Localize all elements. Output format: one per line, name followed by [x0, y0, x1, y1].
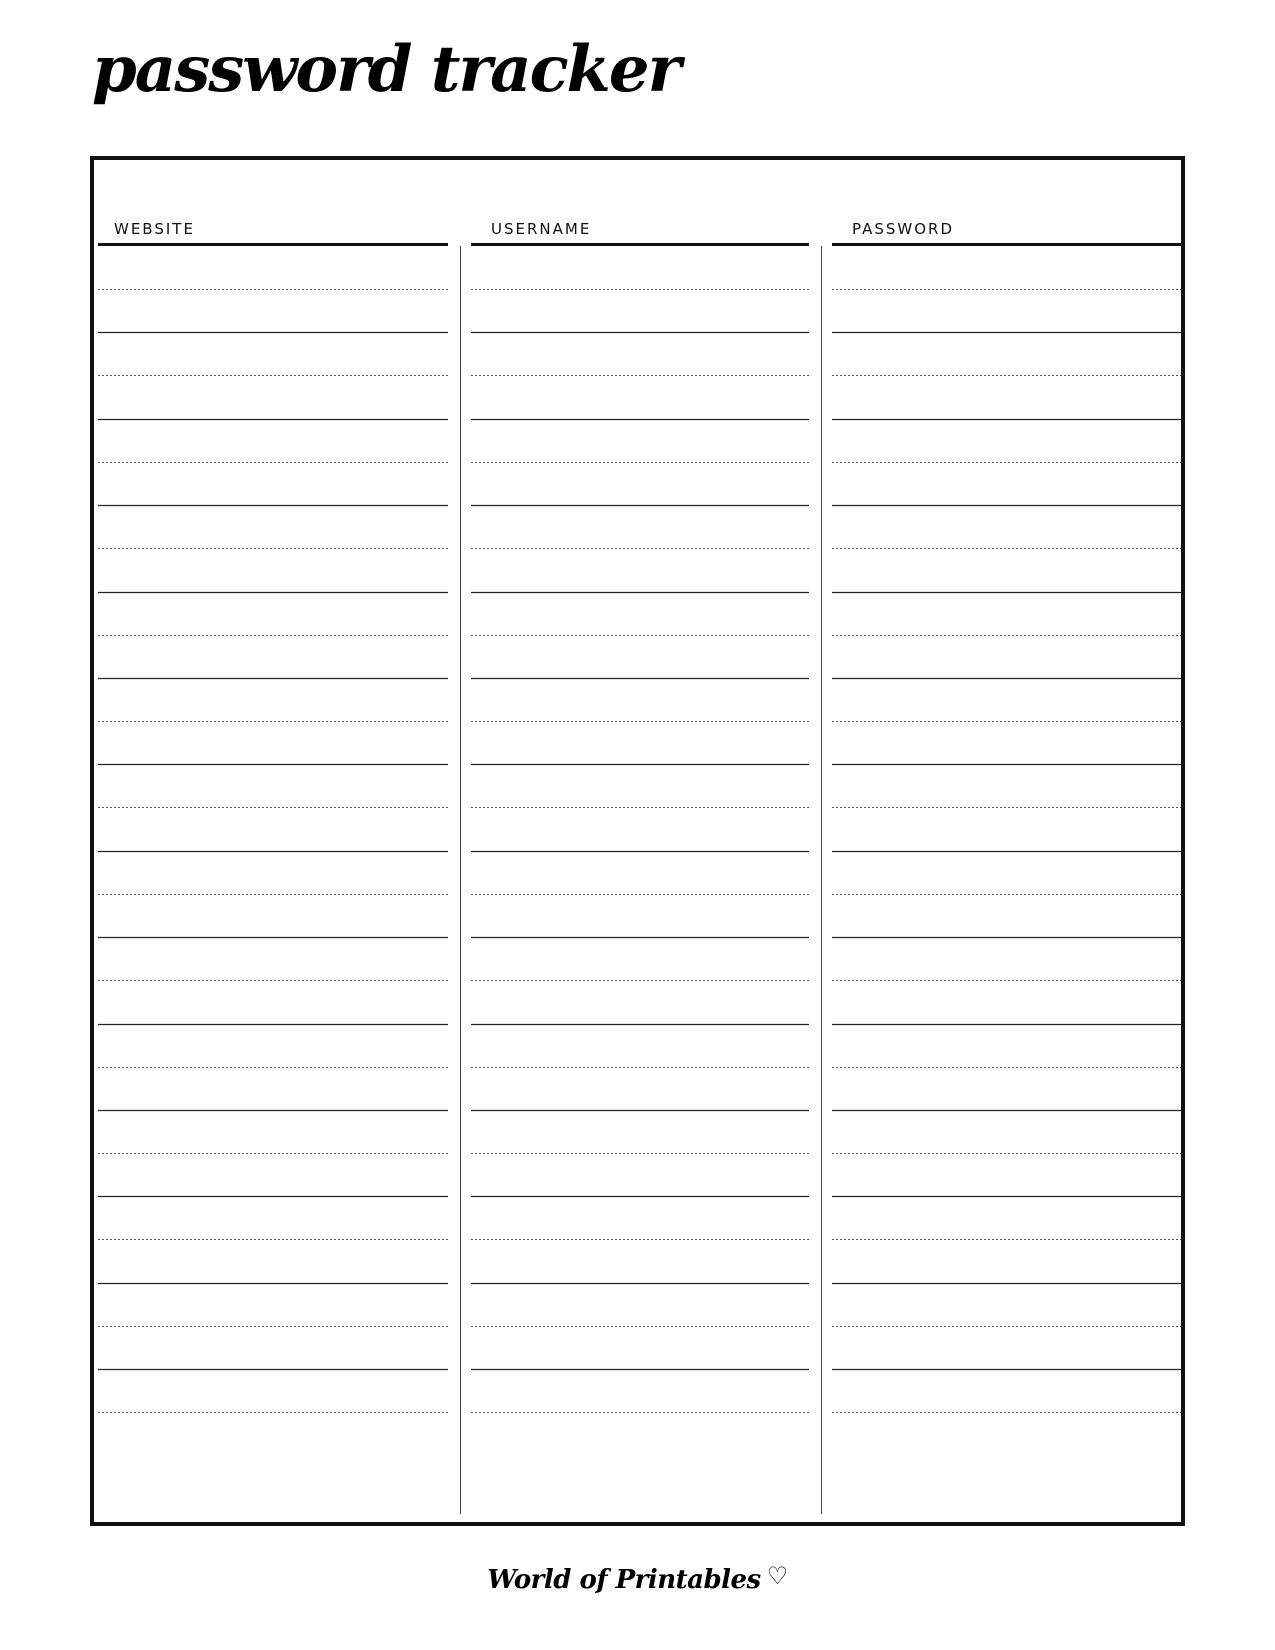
heart-icon: ♡	[766, 1562, 788, 1590]
website-row-lines	[98, 246, 448, 1522]
password-row-lines	[832, 246, 1181, 1522]
website-column	[98, 160, 448, 1522]
column-header-username: USERNAME	[491, 220, 592, 238]
column-divider	[460, 246, 461, 1514]
page-title: password tracker	[92, 32, 680, 107]
password-table	[90, 156, 1185, 1526]
username-column	[471, 160, 809, 1522]
column-header-password: PASSWORD	[852, 220, 955, 238]
username-row-lines	[471, 246, 809, 1522]
brand-name: World of Printables	[487, 1565, 761, 1595]
column-divider	[821, 246, 822, 1514]
password-column	[832, 160, 1181, 1522]
brand-logo	[0, 1562, 1275, 1595]
column-header-website: WEBSITE	[114, 220, 195, 238]
